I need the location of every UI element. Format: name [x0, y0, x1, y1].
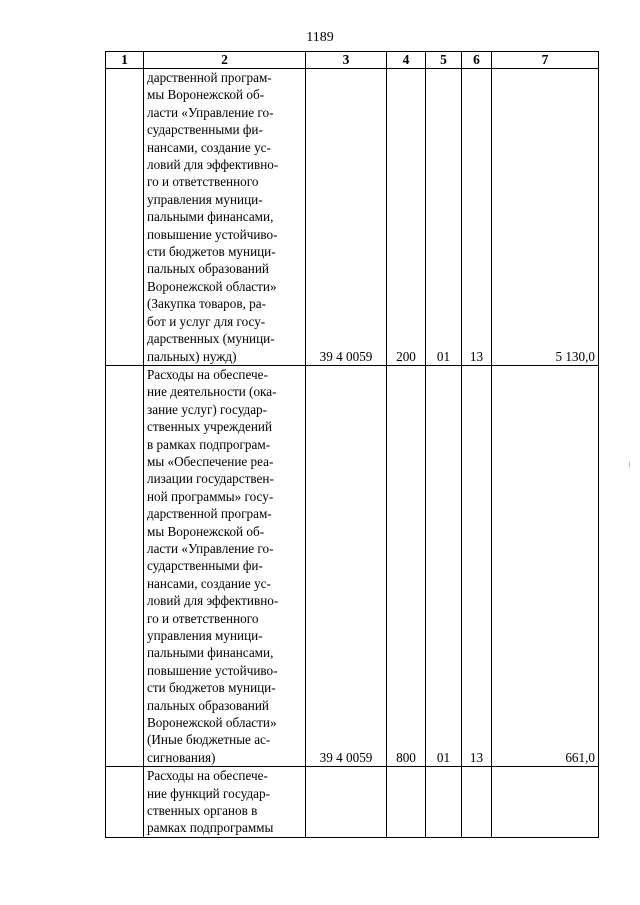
header-col-1: 1: [106, 52, 144, 69]
page-number: 1189: [306, 30, 334, 45]
cell-description: [144, 69, 306, 366]
margin-mark: [629, 462, 630, 467]
description-line: ловий для эффективно-: [147, 157, 279, 173]
description-line: рамках подпрограммы: [147, 820, 274, 836]
budget-table: [105, 51, 599, 838]
description-line: дарственных (муници-: [147, 331, 275, 347]
cell-target-code: 39 4 0059: [306, 365, 387, 766]
description-line: повышение устойчиво-: [147, 662, 278, 678]
description-line: сти бюджетов муници-: [147, 244, 276, 260]
description-line: пальными финансами,: [147, 645, 274, 661]
cell-target-code: 39 4 0059: [306, 69, 387, 366]
cell-subsection: 13: [462, 365, 492, 766]
description-line: ласти «Управление го-: [147, 104, 274, 120]
description-line: дарственной програм-: [147, 506, 272, 522]
description-line: пальных) нужд): [147, 348, 237, 364]
description-line: в рамках подпрограм-: [147, 436, 271, 452]
cell-description: [144, 767, 306, 838]
cell-amount: 5 130,0: [492, 69, 599, 366]
description-line: пальными финансами,: [147, 209, 274, 225]
cell-number: [106, 69, 144, 366]
description-line: (Закупка товаров, ра-: [147, 296, 267, 312]
description-line: Воронежской области»: [147, 278, 277, 294]
description-line: пальных образований: [147, 697, 269, 713]
description-line: ние деятельности (ока-: [147, 384, 277, 400]
cell-section: 01: [426, 365, 462, 766]
description-line: повышение устойчиво-: [147, 226, 278, 242]
header-col-2: 2: [144, 52, 306, 69]
description-line: нансами, создание ус-: [147, 139, 271, 155]
cell-expense-type: [387, 767, 426, 838]
description-line: го и ответственного: [147, 610, 259, 626]
description-line: мы Воронежской об-: [147, 87, 265, 103]
cell-description: [144, 365, 306, 766]
cell-expense-type: 200: [387, 69, 426, 366]
header-col-6: 6: [462, 52, 492, 69]
cell-section: [426, 767, 462, 838]
header-col-5: 5: [426, 52, 462, 69]
cell-number: [106, 767, 144, 838]
description-line: зание услуг) государ-: [147, 401, 268, 417]
description-line: (Иные бюджетные ас-: [147, 732, 271, 748]
header-col-7: 7: [492, 52, 599, 69]
cell-number: [106, 365, 144, 766]
description-line: Расходы на обеспече-: [147, 768, 268, 784]
table-row: [106, 365, 599, 766]
description-line: пальных образований: [147, 261, 269, 277]
description-line: ственных органов в: [147, 803, 258, 819]
header-row: [106, 52, 599, 69]
cell-subsection: 13: [462, 69, 492, 366]
description-line: сти бюджетов муници-: [147, 680, 276, 696]
description-line: ние функций государ-: [147, 785, 271, 801]
header-col-3: 3: [306, 52, 387, 69]
cell-section: 01: [426, 69, 462, 366]
description-line: ной программы» госу-: [147, 488, 274, 504]
cell-subsection: [462, 767, 492, 838]
description-line: го и ответственного: [147, 174, 259, 190]
table-body: [106, 69, 599, 838]
description-line: сигнования): [147, 749, 216, 765]
description-line: сударственными фи-: [147, 122, 263, 138]
description-line: ственных учреждений: [147, 419, 273, 435]
header-col-4: 4: [387, 52, 426, 69]
cell-expense-type: 800: [387, 365, 426, 766]
description-line: сударственными фи-: [147, 558, 263, 574]
description-line: мы «Обеспечение реа-: [147, 453, 274, 469]
table-row: [106, 767, 599, 838]
description-line: ласти «Управление го-: [147, 540, 274, 556]
description-line: управления муници-: [147, 191, 263, 207]
description-line: мы Воронежской об-: [147, 523, 265, 539]
cell-target-code: [306, 767, 387, 838]
description-line: ловий для эффективно-: [147, 593, 279, 609]
description-line: бот и услуг для госу-: [147, 313, 266, 329]
cell-amount: 661,0: [492, 365, 599, 766]
description-line: дарственной програм-: [147, 70, 272, 85]
cell-amount: [492, 767, 599, 838]
description-line: нансами, создание ус-: [147, 575, 271, 591]
description-line: лизации государствен-: [147, 471, 274, 487]
description-line: Воронежской области»: [147, 715, 277, 731]
description-line: управления муници-: [147, 628, 263, 643]
table-row: [106, 69, 599, 366]
description-line: Расходы на обеспече-: [147, 366, 268, 382]
